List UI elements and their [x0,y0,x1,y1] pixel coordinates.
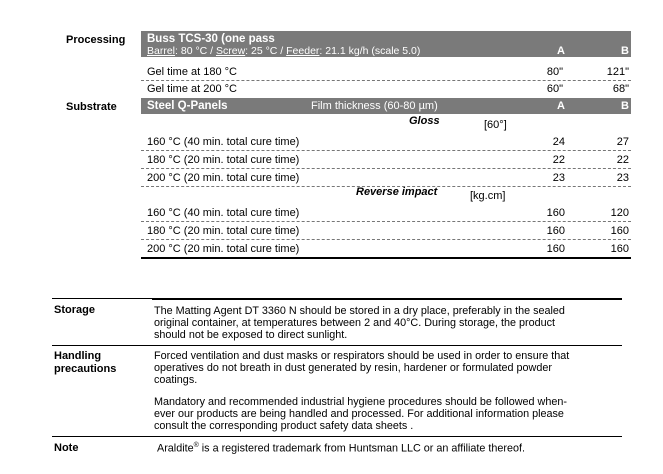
handling-top-rule [52,345,622,346]
substrate-col-a: A [557,100,565,112]
handling-para-2 [154,396,567,432]
reverse-row-2-a: 160 [546,225,565,237]
handling-label-line-2: precautions [54,363,117,375]
reverse-row-2-b: 160 [610,225,629,237]
gloss-unit: [60°] [484,119,507,131]
screw-value: : 25 °C / [245,45,287,57]
reverse-row-1-b: 120 [610,207,629,219]
storage-line-1: The Matting Agent DT 3360 N should be stored in a dry place, preferably in the sealed [154,305,565,317]
handling-p2-line-1: Mandatory and recommended industrial hygiene procedures should be followed when- [154,396,567,408]
handling-p2-line-3: consult the corresponding product safety data sheets . [154,420,414,432]
film-thickness: Film thickness (60-80 µm) [311,100,438,112]
gloss-row-2-label: 180 °C (20 min. total cure time) [147,154,300,166]
row-divider [141,168,631,169]
gloss-row-3-label: 200 °C (20 min. total cure time) [147,172,300,184]
handling-p1-line-1: Forced ventilation and dust masks or respirators should be used in order to ensure that [154,350,570,362]
gloss-row-3-a: 23 [552,172,565,184]
reverse-row-3-b: 160 [610,243,629,255]
processing-conditions [147,45,420,57]
processing-title: Buss TCS-30 (one pass [147,33,275,45]
note-top-rule [52,436,622,437]
reverse-row-1-label: 160 °C (40 min. total cure time) [147,207,300,219]
reverse-row-3-a: 160 [546,243,565,255]
storage-label: Storage [54,304,95,316]
reverse-row-1-a: 160 [546,207,565,219]
storage-line-2: original container, at temperatures between 2 and 40°C. During storage, the product [154,317,556,329]
processing-header [141,31,631,57]
gel-200-b: 68" [612,83,629,95]
gel-200-label: Gel time at 200 °C [147,83,237,95]
barrel-label: Barrel [147,45,176,57]
handling-label [54,350,116,376]
row-divider [141,239,631,240]
gloss-row-2-a: 22 [552,154,565,166]
handling-p2-line-2: ever our products are being handled and processed. For additional information please [154,408,564,420]
reverse-row-2-label: 180 °C (20 min. total cure time) [147,225,300,237]
substrate-col-b: B [621,100,629,112]
reverse-row-3-label: 200 °C (20 min. total cure time) [147,243,300,255]
processing-col-a: A [557,45,565,57]
gloss-row-3-b: 23 [616,172,629,184]
table-bottom-rule [141,257,631,259]
gel-180-label: Gel time at 180 °C [147,66,237,78]
handling-p1-line-2: operatives do not breath in dust generated by resin, hardener or formulated powder [154,362,552,374]
gloss-row-1-label: 160 °C (40 min. total cure time) [147,136,300,148]
storage-line-3: should not be exposed to direct sunlight. [154,329,348,341]
gloss-heading: Gloss [409,115,440,127]
substrate-label: Substrate [66,101,117,113]
handling-label-line-1: Handling [54,350,102,362]
gel-180-a: 80" [546,66,563,78]
storage-rule-thick [152,298,622,300]
feeder-label: Feeder [286,45,320,57]
handling-p1-line-3: coatings. [154,374,198,386]
handling-para-1 [154,350,569,386]
reverse-impact-heading: Reverse impact [356,186,438,198]
substrate-title: Steel Q-Panels [147,100,228,112]
gloss-row-2-b: 22 [616,154,629,166]
processing-label: Processing [66,34,126,46]
row-divider [141,80,631,81]
note-text [157,442,525,455]
note-body: is a registered trademark from Huntsman LLC or an affiliate thereof. [198,442,526,455]
screw-label: Screw [215,45,246,57]
gloss-row-1-a: 24 [552,136,565,148]
storage-text [154,305,565,341]
note-label: Note [54,442,79,454]
gel-180-b: 121" [606,66,629,78]
processing-col-b: B [621,45,629,57]
substrate-header [141,98,631,114]
row-divider [141,150,631,151]
registered-mark: ® [193,442,199,449]
feeder-value: : 21.1 kg/h (scale 5.0) [319,45,421,57]
barrel-value: : 80 °C / [175,45,216,57]
gel-200-a: 60" [546,83,563,95]
row-divider [141,221,631,222]
reverse-impact-unit: [kg.cm] [470,190,506,202]
gloss-row-1-b: 27 [616,136,629,148]
note-brand: Araldite [157,442,194,455]
